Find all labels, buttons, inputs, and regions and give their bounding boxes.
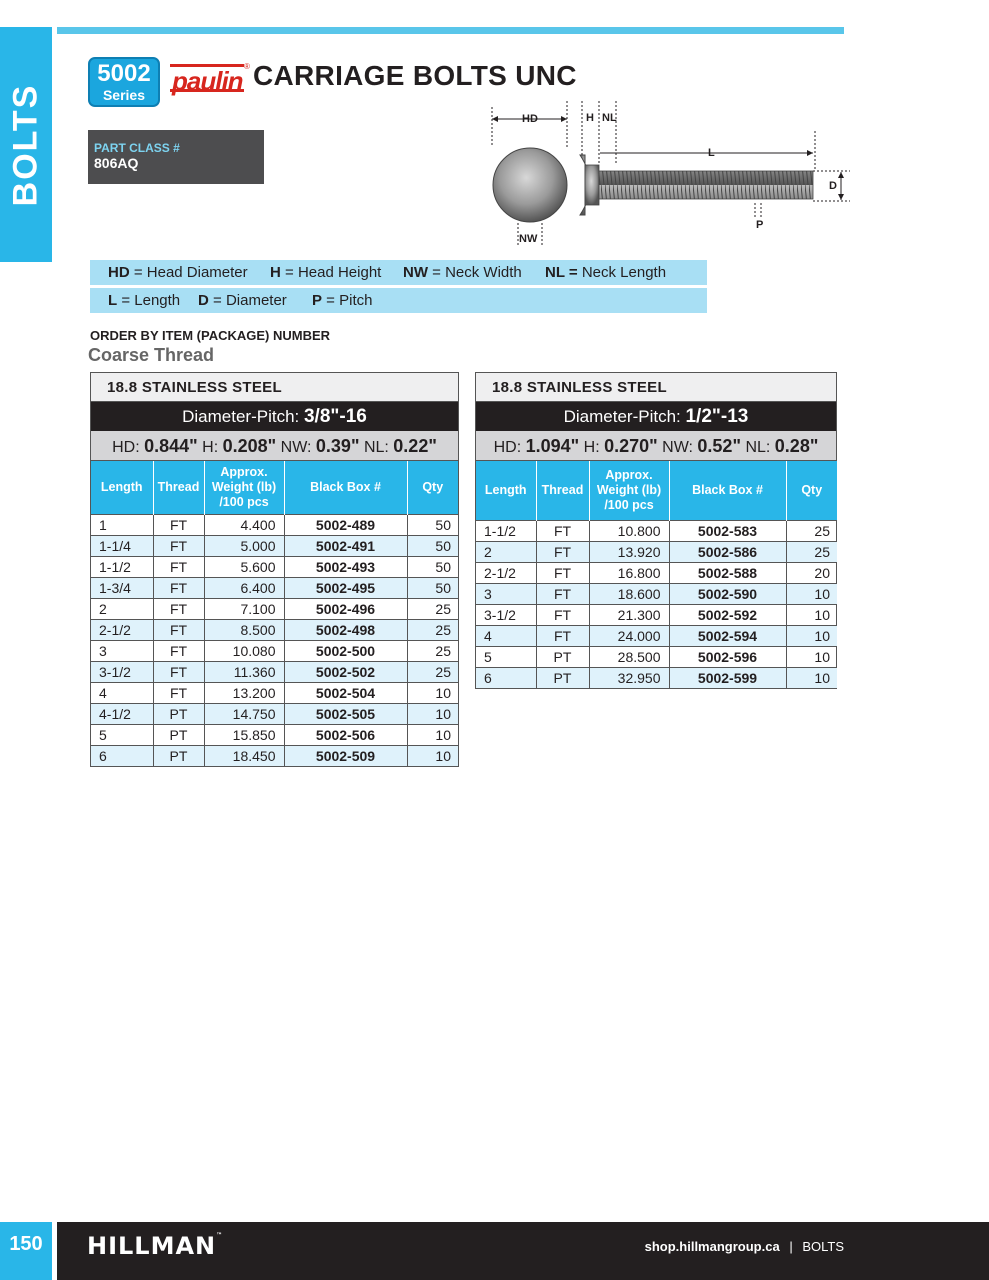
cell-qty: 20 [786,562,837,583]
cell-length: 6 [91,745,153,766]
cell-qty: 10 [407,682,458,703]
cell-weight: 21.300 [589,604,669,625]
cell-length: 2 [91,598,153,619]
cell-blackbox: 5002-489 [284,514,407,535]
cell-blackbox: 5002-496 [284,598,407,619]
table-body-1 [91,514,458,766]
cell-length: 4 [476,625,536,646]
cell-qty: 25 [407,598,458,619]
cell-qty: 25 [407,661,458,682]
cell-qty: 10 [786,667,837,688]
table-row [91,661,458,682]
col-qty: Qty [407,461,458,514]
cell-weight: 18.450 [204,745,284,766]
cell-weight: 7.100 [204,598,284,619]
material-label: 18.8 STAINLESS STEEL [91,373,458,402]
cell-qty: 10 [786,625,837,646]
series-number: 5002 [97,60,151,87]
label-hd: HD [522,113,538,125]
cell-thread: PT [536,646,589,667]
legend-item-nl: NL = Neck Length [545,264,667,281]
cell-blackbox: 5002-590 [669,583,786,604]
col-thread: Thread [536,461,589,520]
cell-length: 1-1/4 [91,535,153,556]
cell-weight: 8.500 [204,619,284,640]
spec-table-3-8 [90,372,459,767]
cell-blackbox: 5002-596 [669,646,786,667]
table-row [91,535,458,556]
cell-length: 5 [476,646,536,667]
side-tab [0,27,52,262]
cell-weight: 28.500 [589,646,669,667]
cell-qty: 10 [786,583,837,604]
cell-blackbox: 5002-505 [284,703,407,724]
cell-blackbox: 5002-594 [669,625,786,646]
cell-weight: 16.800 [589,562,669,583]
cell-blackbox: 5002-498 [284,619,407,640]
order-title: ORDER BY ITEM (PACKAGE) NUMBER [90,328,331,343]
bolt-diagram [485,95,850,255]
cell-weight: 13.920 [589,541,669,562]
table-row [91,598,458,619]
cell-thread: FT [536,520,589,541]
cell-length: 3-1/2 [91,661,153,682]
cell-weight: 18.600 [589,583,669,604]
part-class-label: PART CLASS # [94,141,180,155]
label-p: P [756,219,764,231]
table-row [476,625,837,646]
cell-weight: 24.000 [589,625,669,646]
cell-blackbox: 5002-502 [284,661,407,682]
cell-length: 6 [476,667,536,688]
cell-blackbox: 5002-588 [669,562,786,583]
legend-item-d: D = Diameter [198,292,287,309]
legend-item-p: P = Pitch [312,292,373,309]
cell-thread: FT [153,556,204,577]
col-blackbox: Black Box # [284,461,407,514]
cell-qty: 25 [786,520,837,541]
cell-length: 3 [476,583,536,604]
cell-weight: 4.400 [204,514,284,535]
cell-blackbox: 5002-583 [669,520,786,541]
col-blackbox: Black Box # [669,461,786,520]
cell-qty: 10 [786,646,837,667]
hillman-logo: HILLMAN™ [87,1232,224,1260]
cell-blackbox: 5002-493 [284,556,407,577]
legend-item-hd: HD = Head Diameter [108,264,248,281]
table-row [476,583,837,604]
cell-qty: 50 [407,577,458,598]
table-row [476,604,837,625]
cell-thread: FT [153,535,204,556]
side-tab-label: BOLTS [6,83,45,206]
diameter-pitch: Diameter-Pitch: 3/8"-16 [91,402,458,431]
page-title: CARRIAGE BOLTS UNC [253,60,577,91]
legend-row-1 [90,260,707,285]
material-label: 18.8 STAINLESS STEEL [476,373,836,402]
cell-thread: PT [153,745,204,766]
top-rule [57,27,844,34]
legend-row-2 [90,288,707,313]
table-row [91,619,458,640]
cell-thread: FT [153,577,204,598]
cell-weight: 15.850 [204,724,284,745]
cell-qty: 25 [407,619,458,640]
cell-thread: PT [536,667,589,688]
table-row [476,520,837,541]
cell-thread: FT [536,562,589,583]
paulin-logo: paulin [172,66,243,96]
table-row [91,703,458,724]
cell-length: 2-1/2 [476,562,536,583]
cell-blackbox: 5002-500 [284,640,407,661]
cell-blackbox: 5002-599 [669,667,786,688]
cell-weight: 5.000 [204,535,284,556]
cell-qty: 10 [407,724,458,745]
cell-length: 3-1/2 [476,604,536,625]
cell-thread: FT [153,598,204,619]
cell-weight: 14.750 [204,703,284,724]
cell-thread: FT [153,661,204,682]
cell-length: 2-1/2 [91,619,153,640]
cell-thread: FT [153,682,204,703]
table-row [91,724,458,745]
cell-weight: 10.800 [589,520,669,541]
cell-qty: 10 [786,604,837,625]
table-row [91,577,458,598]
label-l: L [708,147,715,159]
spec-table-1-2 [475,372,837,689]
label-nw: NW [519,233,538,245]
table-row [91,682,458,703]
cell-length: 2 [476,541,536,562]
cell-length: 1-1/2 [91,556,153,577]
footer-section: BOLTS [802,1239,844,1254]
cell-qty: 50 [407,556,458,577]
label-d: D [829,180,837,192]
col-weight: Approx. Weight (lb) /100 pcs [589,461,669,520]
cell-blackbox: 5002-504 [284,682,407,703]
cell-length: 1 [91,514,153,535]
table-row [91,745,458,766]
part-class-value: 806AQ [94,155,139,171]
cell-qty: 50 [407,514,458,535]
cell-qty: 50 [407,535,458,556]
head-front-shape [493,148,567,222]
parts-table [476,461,837,688]
table-row [476,562,837,583]
cell-thread: PT [153,703,204,724]
part-class-box [88,130,264,184]
table-row [476,541,837,562]
cell-weight: 13.200 [204,682,284,703]
cell-blackbox: 5002-506 [284,724,407,745]
footer-bar [57,1222,989,1280]
col-length: Length [91,461,153,514]
table-row [476,667,837,688]
cell-qty: 10 [407,703,458,724]
cell-thread: FT [536,604,589,625]
dimensions-row: HD: 1.094" H: 0.270" NW: 0.52" NL: 0.28" [476,431,836,461]
cell-blackbox: 5002-491 [284,535,407,556]
series-label: Series [102,87,146,103]
col-qty: Qty [786,461,837,520]
cell-thread: FT [536,583,589,604]
cell-weight: 11.360 [204,661,284,682]
label-nl: NL [602,112,617,124]
neck-shape [585,165,599,205]
footer-links [645,1239,844,1254]
shank-shape [599,171,813,199]
registered-mark: ® [244,62,250,71]
cell-length: 5 [91,724,153,745]
cell-thread: FT [153,619,204,640]
col-thread: Thread [153,461,204,514]
cell-thread: FT [536,541,589,562]
cell-length: 4 [91,682,153,703]
cell-blackbox: 5002-509 [284,745,407,766]
table-body-2 [476,520,837,688]
page-number: 150 [0,1222,52,1280]
cell-qty: 10 [407,745,458,766]
cell-length: 1-3/4 [91,577,153,598]
legend-item-l: L = Length [108,292,181,309]
cell-length: 4-1/2 [91,703,153,724]
cell-qty: 25 [786,541,837,562]
cell-blackbox: 5002-586 [669,541,786,562]
legend-item-h: H = Head Height [270,264,382,281]
cell-length: 3 [91,640,153,661]
table-row [91,514,458,535]
series-badge [88,57,160,107]
col-length: Length [476,461,536,520]
cell-thread: FT [153,640,204,661]
legend-item-nw: NW = Neck Width [403,264,522,281]
col-weight: Approx. Weight (lb) /100 pcs [204,461,284,514]
coarse-thread-title: Coarse Thread [88,345,215,365]
table-row [476,646,837,667]
diameter-pitch: Diameter-Pitch: 1/2"-13 [476,402,836,431]
footer-separator: | [789,1239,793,1254]
label-h: H [586,112,594,124]
cell-weight: 5.600 [204,556,284,577]
cell-blackbox: 5002-495 [284,577,407,598]
cell-thread: FT [536,625,589,646]
parts-table [91,461,458,766]
table-row [91,556,458,577]
table-row [91,640,458,661]
cell-blackbox: 5002-592 [669,604,786,625]
cell-thread: PT [153,724,204,745]
cell-length: 1-1/2 [476,520,536,541]
bolt-diagram-svg [485,95,850,255]
cell-qty: 25 [407,640,458,661]
cell-weight: 32.950 [589,667,669,688]
cell-weight: 6.400 [204,577,284,598]
dimensions-row: HD: 0.844" H: 0.208" NW: 0.39" NL: 0.22" [91,431,458,461]
cell-weight: 10.080 [204,640,284,661]
cell-thread: FT [153,514,204,535]
footer-url[interactable]: shop.hillmangroup.ca [644,1239,780,1254]
